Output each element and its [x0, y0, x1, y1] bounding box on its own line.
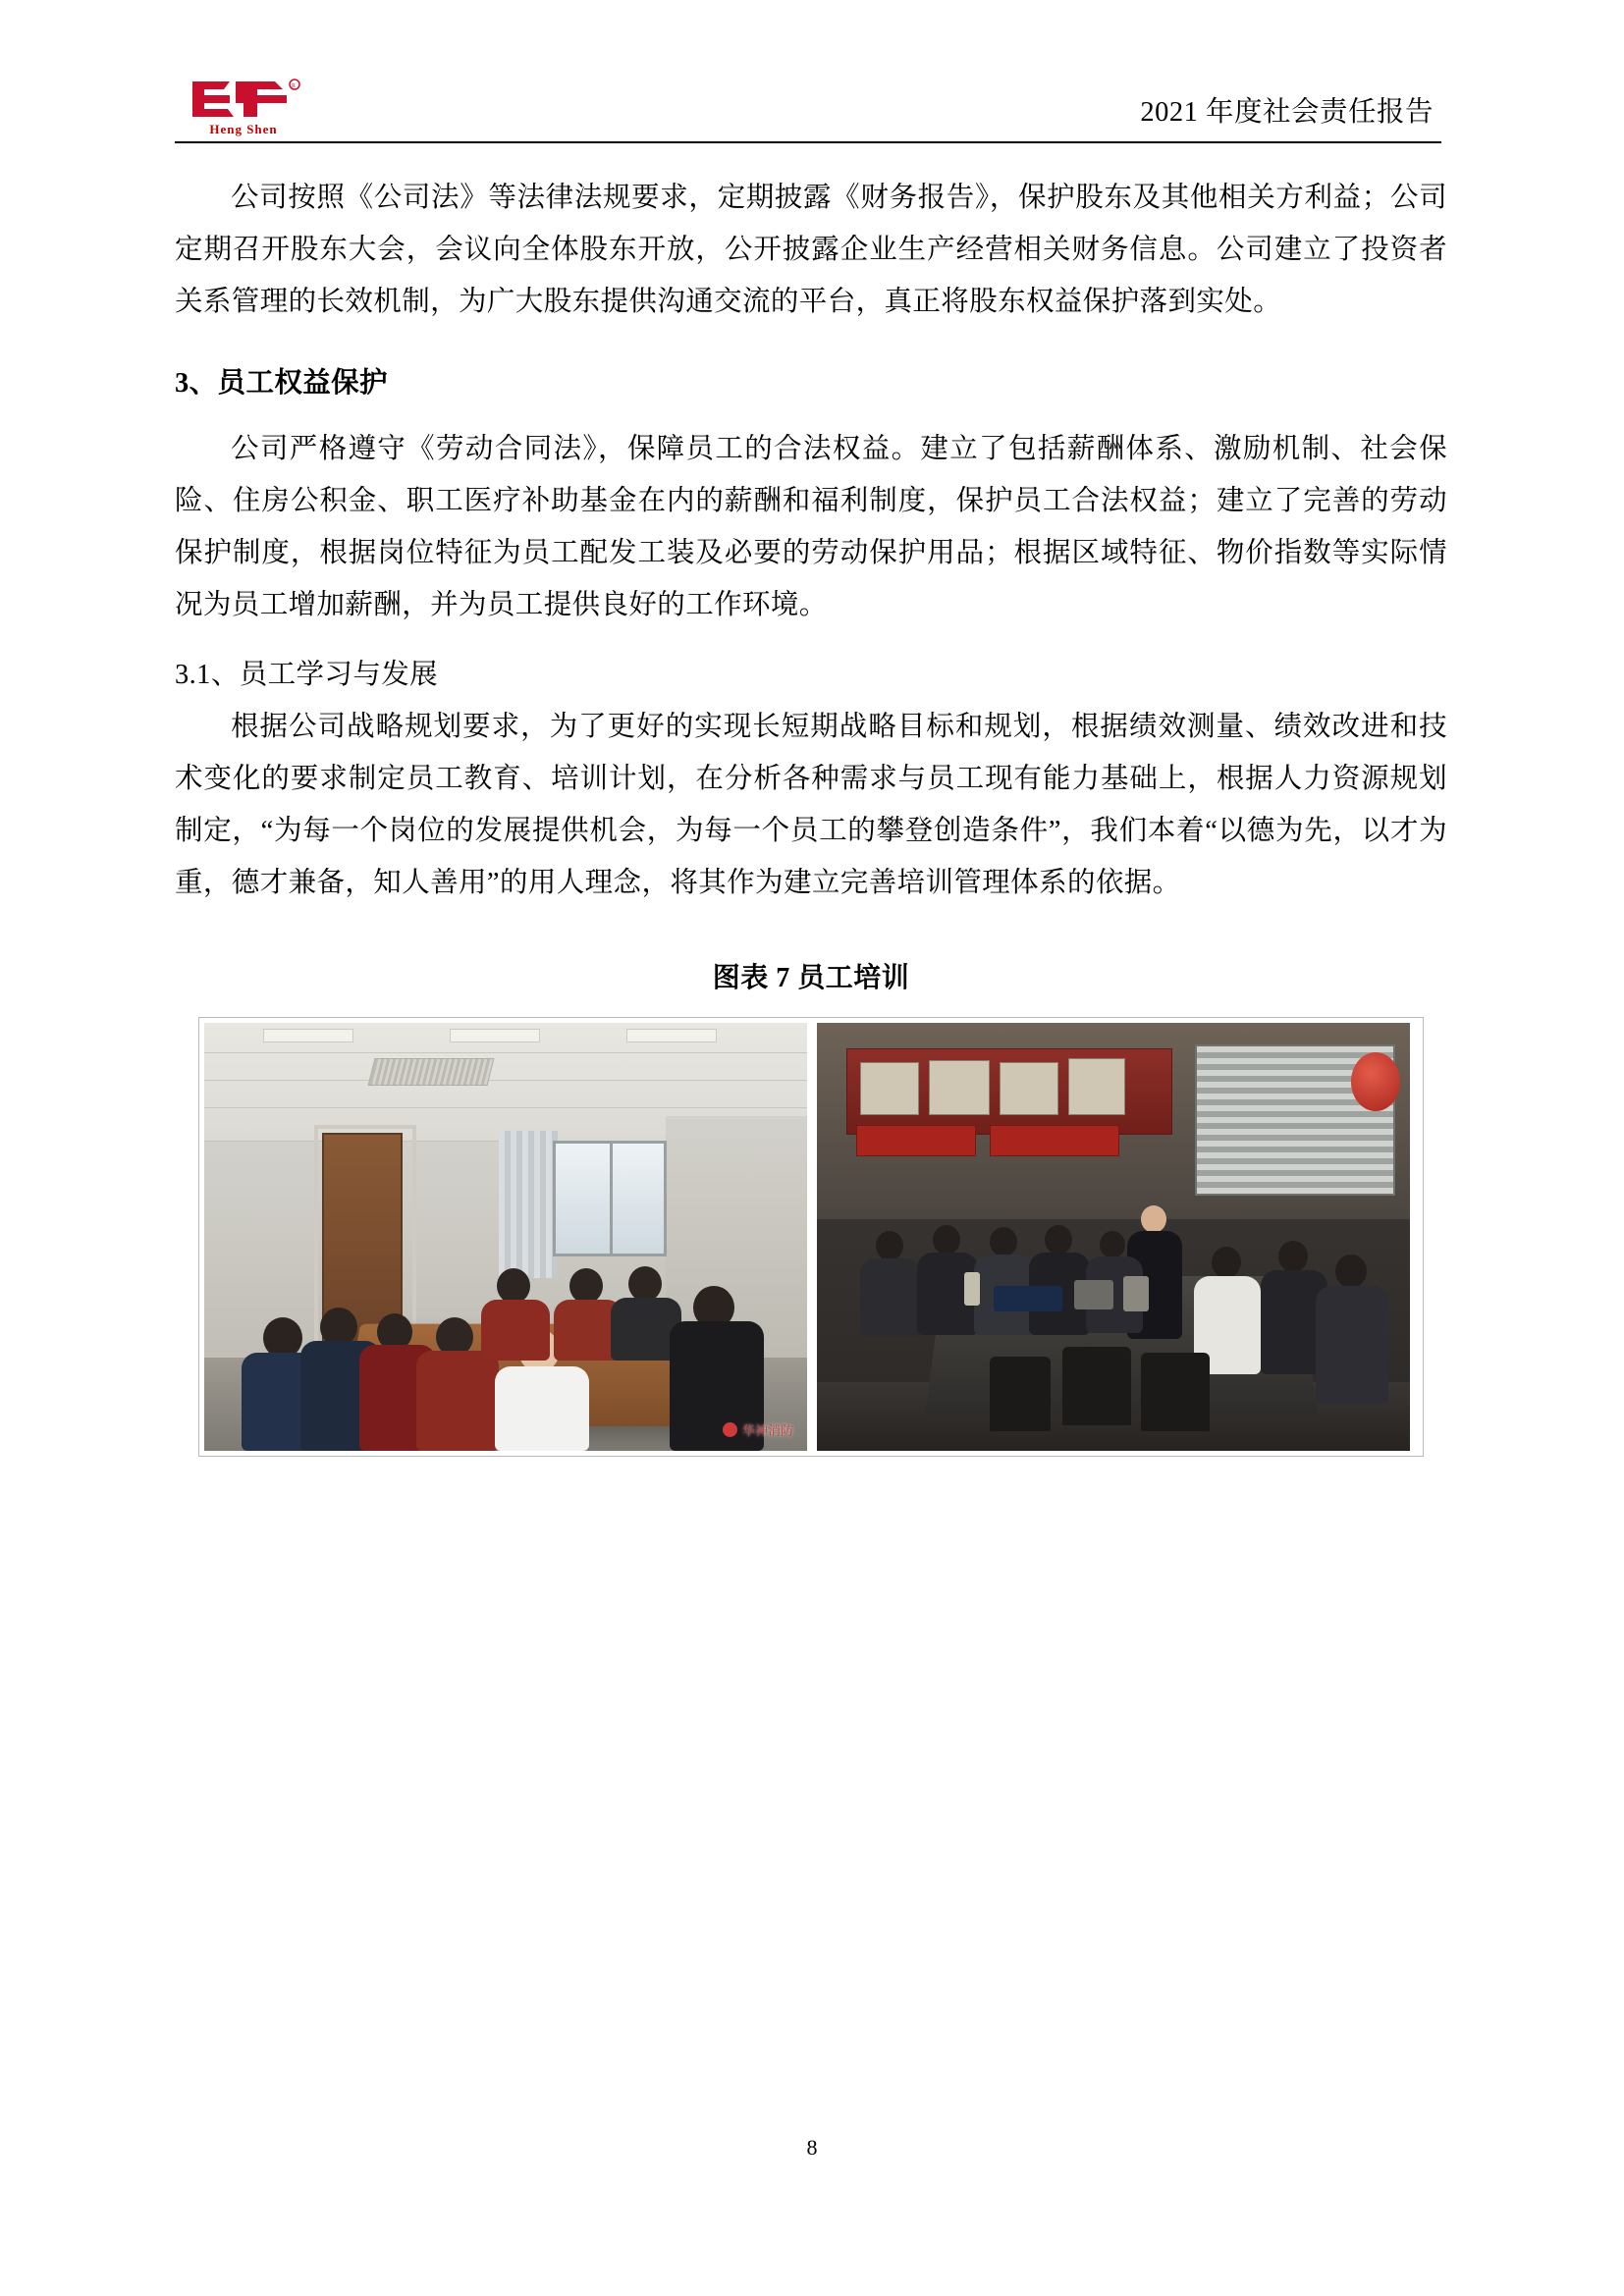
company-logo [175, 76, 312, 137]
header-title: 2021 年度社会责任报告 [1140, 97, 1434, 128]
figure-caption: 图表 7 员工培训 [712, 963, 910, 993]
photo-training-session [817, 1023, 1410, 1451]
paragraph-employee-rights: 公司严格遵守《劳动合同法》，保障员工的合法权益。建立了包括薪酬体系、激励机制、社会保险、住房公积金、职工医疗补助基金在内的薪酬和福利制度，保护员工合法权益；建立了完善的劳动保护制度，根据岗位特征为员工配发工装及必要的劳动保护用品；根据区域特征、物价指数等实际情况为员工增加薪酬，并为员工提供良好的工作环境。 [175, 434, 1447, 620]
photo-watermark [723, 1420, 793, 1439]
paragraph-shareholder-rights: 公司按照《公司法》等法律法规要求，定期披露《财务报告》，保护股东及其他相关方利益；公司定期召开股东大会，会议向全体股东开放，公开披露企业生产经营相关财务信息。公司建立了投资者关系管理的长效机制，为广大股东提供沟通交流的平台，真正将股东权益保护落到实处。 [175, 183, 1447, 317]
figure-employee-training [198, 1017, 1424, 1457]
page-header [175, 59, 1441, 147]
photo-watermark-label: 华神消防 [741, 1423, 793, 1438]
subsection-heading-learning-development: 3.1、员工学习与发展 [175, 660, 439, 690]
photo-meeting-room [204, 1023, 807, 1451]
svg-text:R: R [292, 83, 297, 89]
section-heading-employee-rights: 3、员工权益保护 [175, 368, 388, 399]
paragraph-learning-development: 根据公司战略规划要求，为了更好的实现长短期战略目标和规划，根据绩效测量、绩效改进和技术变化的要求制定员工教育、培训计划，在分析各种需求与员工现有能力基础上，根据人力资源规划制定，“为每一个岗位的发展提供机会，为每一个员工的攀登创造条件”，我们本着“以德为先，以才为重，德才兼备，知人善用”的用人理念，将其作为建立完善培训管理体系的依据。 [175, 712, 1447, 898]
document-content [175, 172, 1447, 1457]
logo-text: Heng Shen [209, 122, 278, 136]
page-number: 8 [806, 2135, 818, 2160]
page-footer [0, 2135, 1624, 2161]
logo-mark-icon [185, 76, 302, 121]
